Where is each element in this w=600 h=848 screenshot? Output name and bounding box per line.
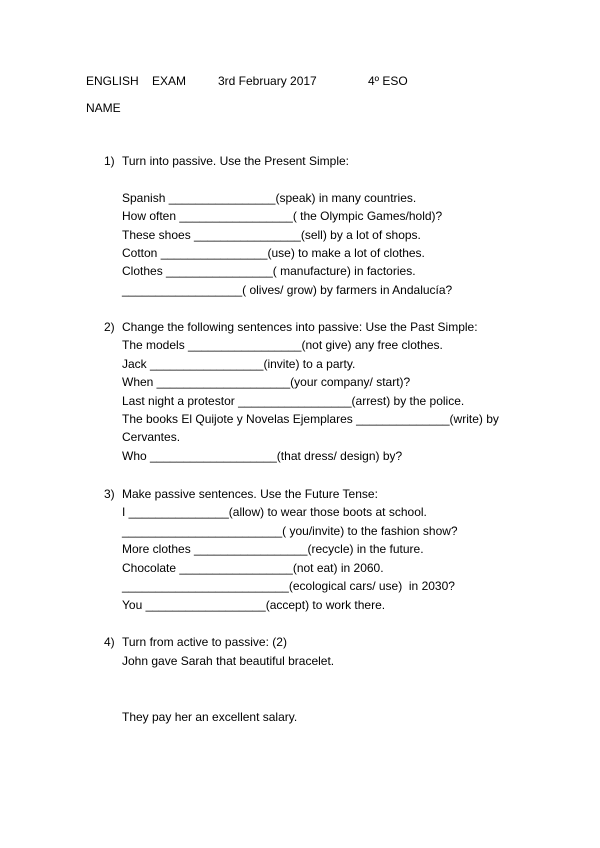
exam-date: 3rd February 2017	[218, 74, 317, 88]
exercise-line: Last night a protestor _________________(arrest) by the police.	[122, 394, 465, 408]
exercise-line: The models _________________(not give) any free clothes.	[122, 338, 443, 352]
section-instruction: Turn into passive. Use the Present Simple:	[122, 154, 349, 168]
exercise-line: __________________( olives/ grow) by farmers in Andalucía?	[122, 283, 453, 297]
exercise-line: Spanish ________________(speak) in many countries.	[122, 191, 417, 205]
section-number: 3)	[104, 487, 115, 501]
exercise-line: These shoes ________________(sell) by a lot of shops.	[122, 228, 421, 242]
exam-subject: ENGLISH EXAM	[86, 74, 187, 88]
exercise-line: Cervantes.	[122, 430, 181, 444]
exercise-line: ________________________( you/invite) to the fashion show?	[122, 524, 458, 538]
section-number: 1)	[104, 154, 115, 168]
exercise-line: When ____________________(your company/ start)?	[122, 375, 411, 389]
exercise-line: John gave Sarah that beautiful bracelet.	[122, 654, 335, 668]
exercise-line: The books El Quijote y Novelas Ejemplares ______________(write) by	[122, 412, 499, 426]
exercise-line: Cotton ________________(use) to make a lot of clothes.	[122, 246, 425, 260]
exercise-line: _________________________(ecological cars/ use) in 2030?	[122, 579, 455, 593]
name-label: NAME	[86, 101, 121, 115]
section-number: 4)	[104, 635, 115, 649]
exercise-line: Clothes ________________( manufacture) in factories.	[122, 264, 416, 278]
exercise-line: How often _________________( the Olympic Games/hold)?	[122, 209, 443, 223]
section-number: 2)	[104, 320, 115, 334]
exercise-line: Jack _________________(invite) to a party.	[122, 357, 356, 371]
exercise-line: I _______________(allow) to wear those boots at school.	[122, 505, 427, 519]
exercise-line: They pay her an excellent salary.	[122, 710, 298, 724]
exercise-line: Who ___________________(that dress/ design) by?	[122, 449, 403, 463]
exercise-line: Chocolate _________________(not eat) in 2060.	[122, 561, 384, 575]
section-instruction: Change the following sentences into passive: Use the Past Simple:	[122, 320, 478, 334]
exercise-line: More clothes _________________(recycle) in the future.	[122, 542, 424, 556]
section-instruction: Make passive sentences. Use the Future Tense:	[122, 487, 378, 501]
exercise-line: You __________________(accept) to work there.	[122, 598, 386, 612]
section-instruction: Turn from active to passive: (2)	[122, 635, 287, 649]
exam-level: 4º ESO	[368, 74, 408, 88]
